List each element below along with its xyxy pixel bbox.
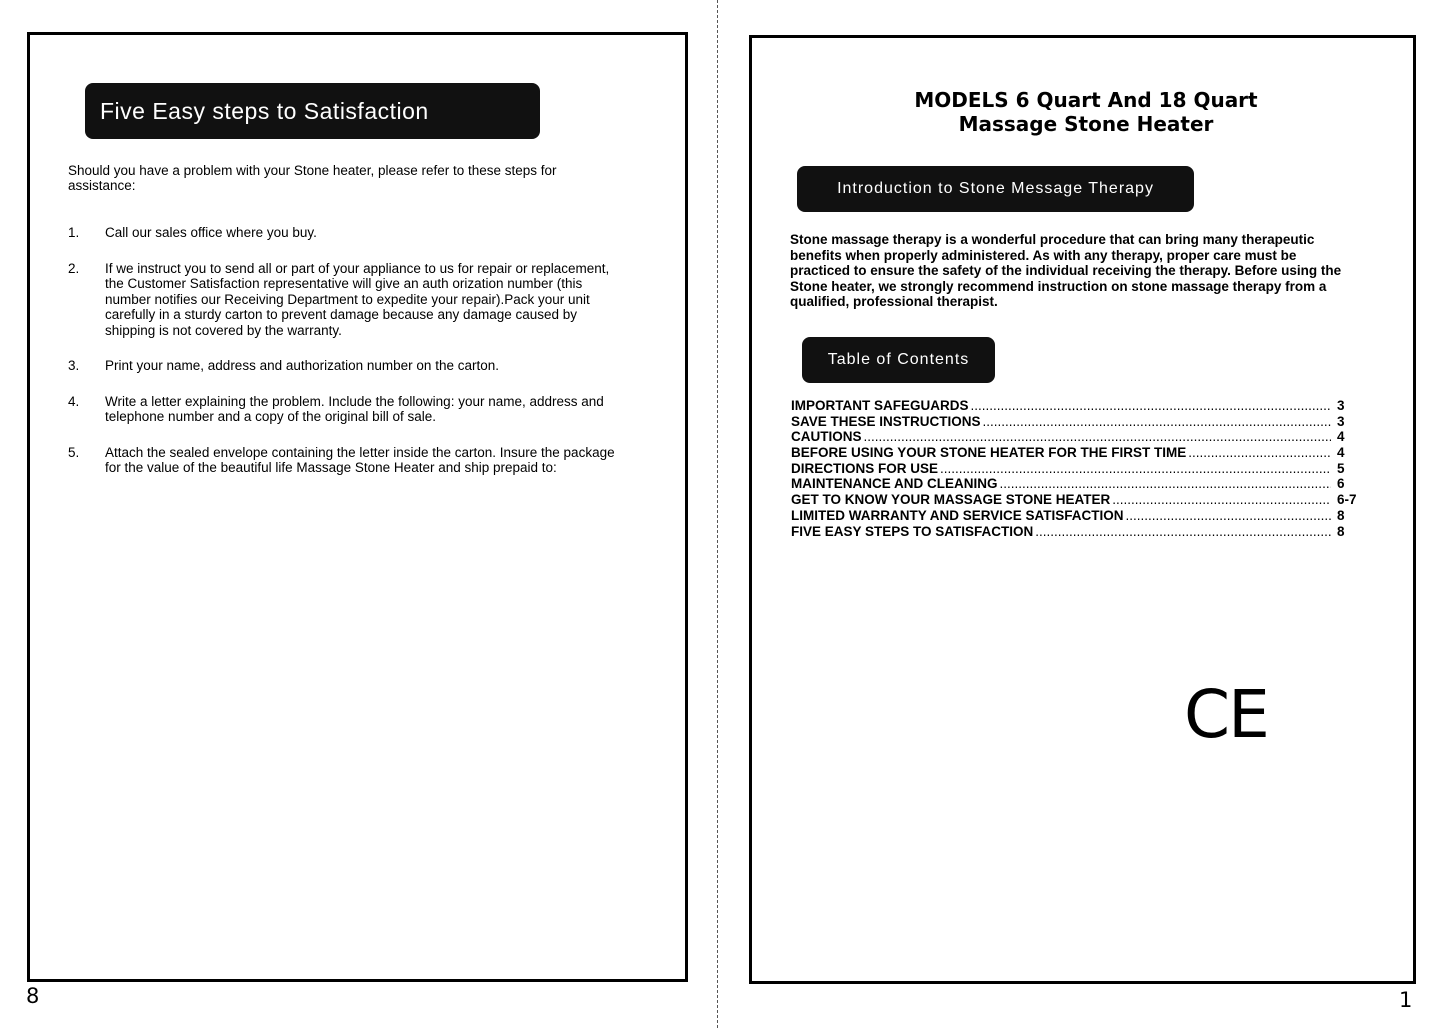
toc-leader-dots	[1126, 508, 1331, 524]
step-number: 2.	[68, 260, 80, 276]
toc-entry-page: 8	[1337, 507, 1345, 523]
toc-entry-page: 8	[1337, 523, 1345, 539]
toc-entry-title: GET TO KNOW YOUR MASSAGE STONE HEATER	[791, 492, 1111, 508]
toc-row	[791, 524, 1361, 540]
toc-entry-page: 6	[1337, 476, 1345, 492]
toc-row	[791, 461, 1361, 477]
toc-row	[791, 414, 1361, 430]
toc-row	[791, 398, 1361, 414]
toc-leader-dots	[1035, 524, 1331, 540]
toc-entry-title: LIMITED WARRANTY AND SERVICE SATISFACTION	[791, 507, 1124, 523]
toc-leader-dots	[1188, 445, 1331, 461]
toc-entry-title: SAVE THESE INSTRUCTIONS	[791, 413, 981, 429]
toc-entry-page: 3	[1337, 398, 1345, 413]
step-number: 1.	[68, 225, 80, 240]
toc-row	[791, 492, 1361, 508]
toc-entry-page: 3	[1337, 413, 1345, 429]
toc-entry-title: DIRECTIONS FOR USE	[791, 460, 939, 476]
five-steps-banner: Five Easy steps to Satisfaction	[85, 83, 540, 139]
step-item	[68, 358, 628, 374]
toc-entry-page: 5	[1337, 460, 1345, 476]
toc-leader-dots	[864, 429, 1332, 445]
toc-entry-page: 6-7	[1337, 492, 1357, 508]
intro-banner: Introduction to Stone Message Therapy	[797, 166, 1194, 212]
step-item	[68, 394, 628, 425]
toc-entry-title: BEFORE USING YOUR STONE HEATER FOR THE FIRST TIME	[791, 445, 1187, 461]
step-text: Write a letter explaining the problem. Include the following: your name, address and telephone number and a copy of the original bill of sale.	[105, 393, 604, 424]
step-number: 3.	[68, 358, 80, 373]
models-title-line2: Massage Stone Heater	[958, 112, 1214, 136]
models-title-line1: MODELS 6 Quart And 18 Quart	[914, 88, 1258, 112]
steps-list	[68, 225, 628, 496]
toc-row	[791, 476, 1361, 492]
step-item	[68, 445, 628, 476]
toc-entry-title: FIVE EASY STEPS TO SATISFACTION	[791, 523, 1034, 539]
therapy-intro-text: Stone massage therapy is a wonderful procedure that can bring many therapeutic benefits when properly administered. As with any therapy, proper care must be practiced to ensure the safety of the individual receiving the therapy. Before using the Stone heater, we strongly recommend instruction on stone massage therapy from a qualified, professional therapist.	[790, 232, 1342, 310]
left-page-number: 8	[26, 984, 40, 1008]
toc-row	[791, 429, 1361, 445]
step-item	[68, 261, 628, 339]
toc-leader-dots	[1112, 492, 1331, 508]
right-page-number: 1	[1399, 988, 1413, 1012]
step-number: 4.	[68, 393, 80, 409]
step-text: Print your name, address and authorization number on the carton.	[105, 358, 499, 373]
step-number: 5.	[68, 444, 80, 460]
step-text: Attach the sealed envelope containing the letter inside the carton. Insure the package for the value of the beautiful life Massage Stone Heater and ship prepaid to:	[105, 444, 615, 475]
models-title	[750, 88, 1422, 136]
toc-row	[791, 508, 1361, 524]
left-intro-text: Should you have a problem with your Stone heater, please refer to these steps for assistance:	[68, 163, 557, 193]
toc-leader-dots	[940, 461, 1331, 477]
step-text: If we instruct you to send all or part of your appliance to us for repair or replacement, the Customer Satisfaction representative will give an auth orization number (this number notifies our Receiving Department to expedite your repair).Pack your unit carefully in a sturdy carton to prevent damage because any damage caused by shipping is not covered by the warranty.	[105, 260, 610, 338]
toc-leader-dots	[1000, 476, 1332, 492]
toc-entry-title: IMPORTANT SAFEGUARDS	[791, 398, 969, 413]
step-item	[68, 225, 628, 241]
ce-mark-icon: CE	[1184, 676, 1268, 753]
toc-entry-page: 4	[1337, 429, 1345, 445]
toc-banner: Table of Contents	[802, 337, 995, 383]
toc-entry-page: 4	[1337, 445, 1345, 461]
toc-leader-dots	[983, 414, 1331, 430]
toc-leader-dots	[971, 398, 1332, 414]
step-text: Call our sales office where you buy.	[105, 225, 317, 240]
toc-entry-title: MAINTENANCE AND CLEANING	[791, 476, 998, 492]
toc-row	[791, 445, 1361, 461]
table-of-contents	[791, 398, 1361, 539]
page-fold-line	[717, 0, 718, 1028]
toc-entry-title: CAUTIONS	[791, 429, 862, 445]
